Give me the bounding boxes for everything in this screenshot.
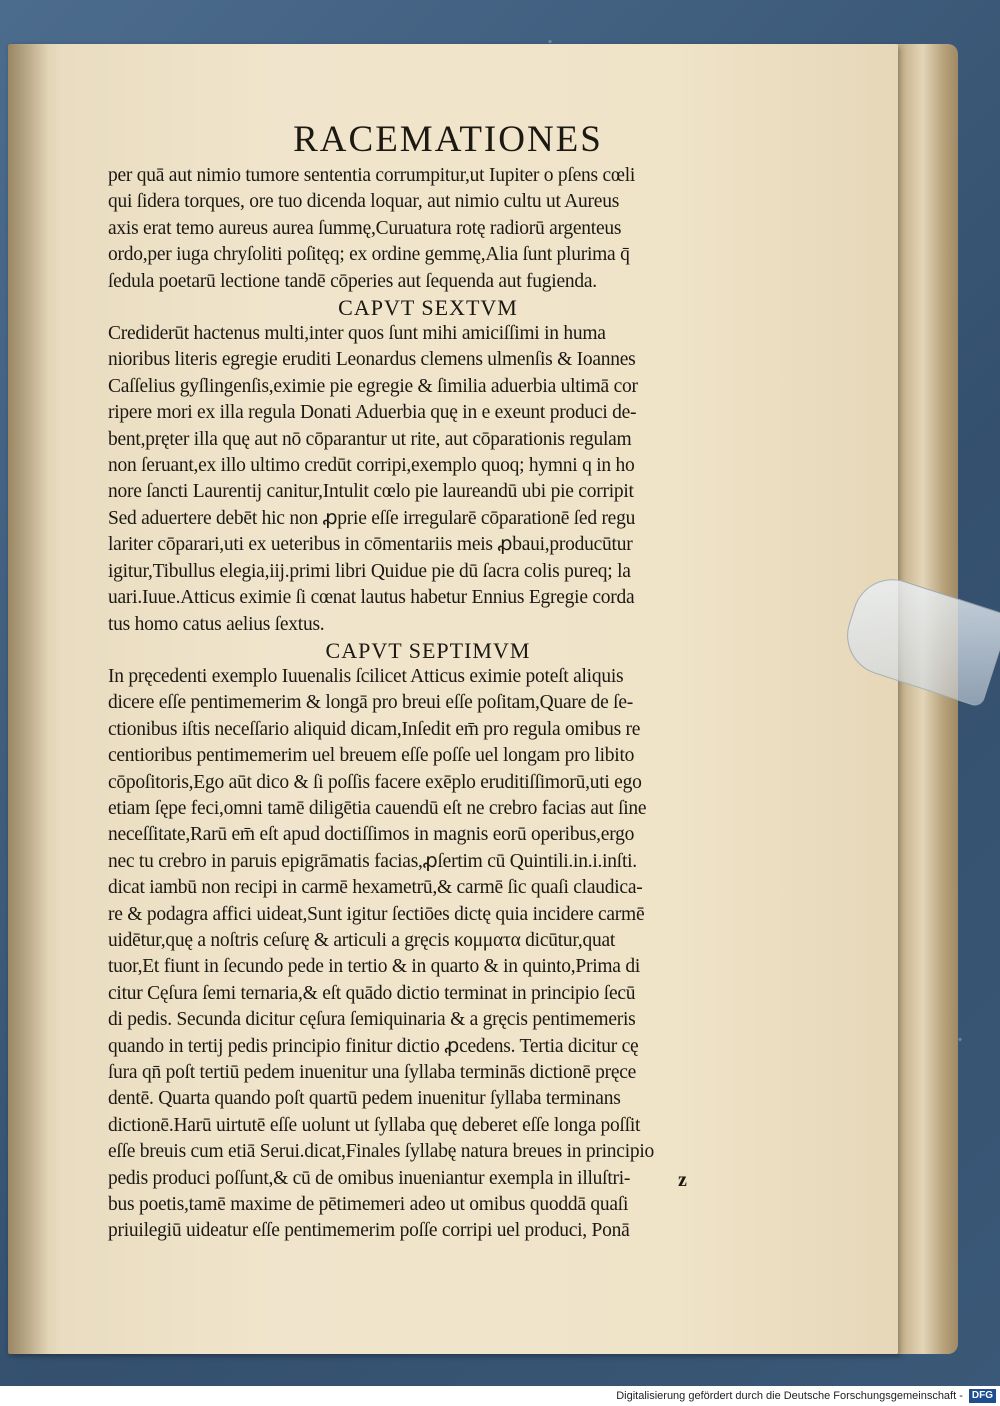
text-line: Crediderūt hactenus multi,inter quos ſunt mihi amiciſſimi in huma (108, 323, 606, 345)
text-line: nec tu crebro in paruis epigrāmatis facias,ꝓſertim cū Quintili.in.i.inſti. (108, 850, 637, 872)
chapter-heading-6: CAPVT SEXTVM (338, 295, 518, 321)
text-line: quando in tertij pedis principio finitur dictio ꝓcedens. Tertia dicitur cę (108, 1035, 639, 1057)
text-line: nore ſancti Laurentij canitur,Intulit cœlo pie laureandū ubi pie corripit (108, 481, 634, 503)
page-gutter (8, 44, 48, 1354)
text-line: uidētur,quę a noſtris ceſurę & articuli a gręcis κομματα dicūtur,quat (108, 929, 616, 951)
text-line: In pręcedenti exemplo Iuuenalis ſcilicet Atticus eximie poteſt aliquis (108, 665, 624, 687)
text-line: Sed aduertere debēt hic non ꝓprie eſſe irregularē cōparationē ſed regu (108, 507, 636, 529)
text-line: neceſſitate,Rarū em̄ eſt apud doctiſſimos in magnis eorū operibus,ergo (108, 824, 635, 846)
credit-bar (0, 1386, 1000, 1406)
paragraph-chapter-7 (108, 664, 748, 1245)
text-line: qui ſidera torques, ore tuo dicenda loquar, aut nimio cultu ut Aureus (108, 191, 620, 213)
text-line: ctionibus iſtis neceſſario aliquid dicam,Inſedit em̄ pro regula omibus re (108, 718, 641, 740)
text-line: axis erat temo aureus aurea ſummę,Curuatura rotę radiorū argenteus (108, 217, 622, 239)
text-line: bent,pręter illa quę aut nō cōparantur ut rite, aut cōparationis regulam (108, 428, 632, 450)
text-line: dentē. Quarta quando poſt quartū pedem inuenitur ſyllaba terminans (108, 1088, 621, 1110)
text-line: ordo,per iuga chryſoliti poſitęq; ex ordine gemmę,Alia ſunt plurima q̄ (108, 244, 630, 266)
text-line: etiam ſępe feci,omni tamē diligētia cauendū eſt ne crebro facias aut ſine (108, 797, 647, 819)
text-block (108, 119, 748, 1245)
running-head: RACEMATIONES (293, 119, 603, 160)
text-line: ripere mori ex illa regula Donati Aduerbia quę in e exeunt produci de- (108, 402, 637, 424)
text-line: di pedis. Secunda dicitur cęſura ſemiquinaria & a gręcis pentimemeris (108, 1009, 636, 1031)
text-line: pedis produci poſſunt,& cū de omibus inueniantur exempla in illuſtri- (108, 1167, 631, 1189)
text-line: nioribus literis egregie eruditi Leonardus clemens ulmenſis & Ioannes (108, 349, 636, 371)
text-line: dictionē.Harū uirtutē eſſe uolunt ut ſyllaba quę deberet eſſe longa poſſit (108, 1114, 641, 1136)
text-line: lariter cōparari,uti ex ueteribus in cōmentariis meis ꝓbaui,producūtur (108, 534, 633, 556)
text-line: Caſſelius gyſlingenſis,eximie pie egregie & ſimilia aduerbia ultimā cor (108, 375, 638, 397)
dfg-logo-icon: DFG (969, 1389, 996, 1403)
text-line: centioribus pentimemerim uel breuem eſſe poſſe uel longam pro libito (108, 745, 635, 767)
text-line: tus homo catus aelius ſextus. (108, 613, 325, 635)
signature-mark: z (678, 1169, 687, 1191)
text-line: non ſeruant,ex illo ultimo credūt corripi,exemplo quoq; hymni q in ho (108, 455, 635, 477)
text-line: ſura qn̄ poſt tertiū pedem inuenitur una ſyllaba terminās dictionē pręce (108, 1062, 637, 1083)
text-line: dicat iambū non recipi in carmē hexametrū,& carmē ſic quaſi claudica- (108, 877, 643, 899)
book-page (8, 44, 898, 1354)
text-line: igitur,Tibullus elegia,iij.primi libri Quidue pie dū ſacra colis pureq; la (108, 560, 631, 582)
text-line: dicere eſſe pentimemerim & longā pro breui eſſe poſitam,Quare de ſe- (108, 692, 633, 714)
paragraph-top (108, 163, 748, 295)
chapter-heading-7: CAPVT SEPTIMVM (325, 637, 531, 663)
text-line: tuor,Et fiunt in ſecundo pede in tertio & in quarto & in quinto,Prima di (108, 956, 641, 978)
paragraph-chapter-6 (108, 321, 748, 638)
text-line: citur Cęſura ſemi ternaria,& eſt quādo dictio terminat in principio ſecū (108, 982, 636, 1004)
text-line: uari.Iuue.Atticus eximie ſi cœnat lautus habetur Ennius Egregie corda (108, 587, 635, 609)
text-line: re & podagra affici uideat,Sunt igitur ſectiōes dictę quia incidere carmē (108, 903, 645, 925)
text-line: cōpoſitoris,Ego aūt dico & ſi poſſis facere exēplo eruditiſſimorū,uti ego (108, 771, 642, 793)
text-line: eſſe breuis cum etiā Serui.dicat,Finales ſyllabę natura breues in principio (108, 1141, 655, 1163)
text-line: per quā aut nimio tumore sententia corrumpitur,ut Iupiter o pſens cœli (108, 165, 636, 186)
text-line: ſedula poetarū lectione tandē cōperies aut ſequenda aut fugienda. (108, 270, 597, 292)
credit-text: Digitalisierung gefördert durch die Deutsche Forschungsgemeinschaft - (616, 1390, 963, 1402)
text-line: bus poetis,tamē maxime de pētimemeri adeo ut omibus quoddā quaſi (108, 1194, 629, 1216)
text-line: priuilegiū uideatur eſſe pentimemerim poſſe corripi uel produci, Ponā (108, 1220, 630, 1242)
